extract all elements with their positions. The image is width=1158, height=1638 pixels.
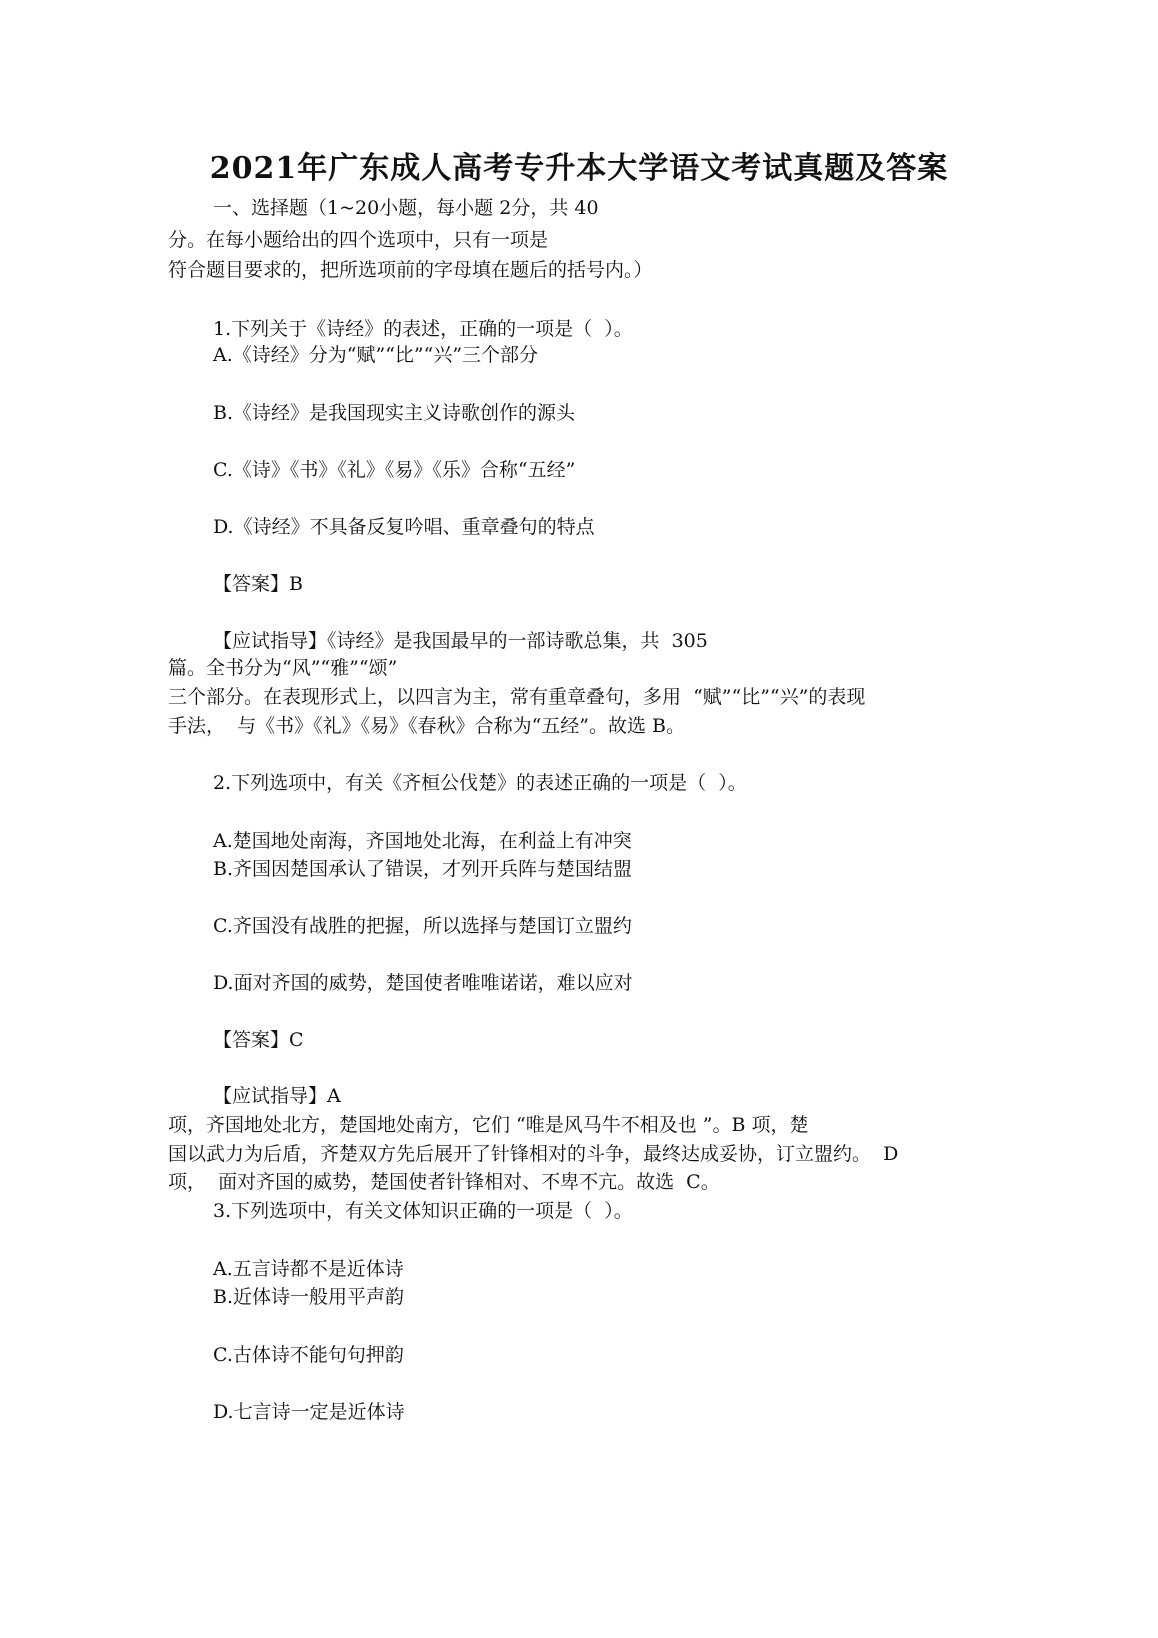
q1-option-b: B.《诗经》是我国现实主义诗歌创作的源头	[213, 402, 576, 424]
q1-option-c: C.《诗》《书》《礼》《易》《乐》合称“五经”	[213, 459, 576, 481]
document-title: 2021年广东成人高考专升本大学语文考试真题及答案	[209, 151, 949, 186]
q3-stem: 3.下列选项中，有关文体知识正确的一项是（ ）。	[213, 1200, 633, 1222]
q3-option-c: C.古体诗不能句句押韵	[213, 1344, 404, 1366]
q1-guide-line4: 手法， 与《书》《礼》《易》《春秋》合称为“五经”。故选 B。	[168, 715, 686, 737]
q2-guide-line2: 项，齐国地处北方，楚国地处南方，它们 “唯是风马牛不相及也 ”。B 项，楚	[168, 1114, 809, 1136]
q2-option-d: D.面对齐国的威势，楚国使者唯唯诺诺，难以应对	[213, 972, 633, 994]
q3-option-b: B.近体诗一般用平声韵	[213, 1286, 405, 1308]
q1-answer: 【答案】B	[213, 573, 303, 595]
q1-option-a: A.《诗经》分为“赋”“比”“兴”三个部分	[213, 344, 539, 366]
q2-option-a: A.楚国地处南海，齐国地处北海，在利益上有冲突	[213, 830, 632, 852]
section-heading-line2: 分。在每小题给出的四个选项中，只有一项是	[168, 229, 549, 251]
q2-guide-line1: 【应试指导】A	[213, 1085, 341, 1107]
q3-option-a: A.五言诗都不是近体诗	[213, 1258, 404, 1280]
q2-answer: 【答案】C	[213, 1029, 304, 1051]
q2-stem: 2.下列选项中，有关《齐桓公伐楚》的表述正确的一项是（ ）。	[213, 772, 747, 794]
section-heading-line3: 符合题目要求的，把所选项前的字母填在题后的括号内。）	[168, 259, 653, 281]
q1-guide-line2: 篇。全书分为“风”“雅”“颂”	[168, 657, 398, 679]
q2-option-c: C.齐国没有战胜的把握，所以选择与楚国订立盟约	[213, 915, 632, 937]
q1-option-d: D.《诗经》不具备反复吟唱、重章叠句的特点	[213, 516, 595, 538]
q2-guide-line4: 项， 面对齐国的威势，楚国使者针锋相对、不卑不亢。故选 C。	[168, 1171, 720, 1193]
q1-stem: 1.下列关于《诗经》的表述，正确的一项是（ ）。	[213, 318, 633, 340]
section-heading-line1: 一、选择题（1~20小题，每小题 2分，共 40	[213, 197, 599, 219]
q2-option-b: B.齐国因楚国承认了错误，才列开兵阵与楚国结盟	[213, 858, 633, 880]
q1-guide-line3: 三个部分。在表现形式上，以四言为主，常有重章叠句，多用 “赋”“比”“兴”的表现	[168, 686, 866, 708]
q1-guide-line1: 【应试指导】《诗经》是我国最早的一部诗歌总集，共 305	[213, 630, 708, 652]
q3-option-d: D.七言诗一定是近体诗	[213, 1401, 405, 1423]
q2-guide-line3: 国以武力为后盾，齐楚双方先后展开了针锋相对的斗争，最终达成妥协，订立盟约。 D	[168, 1143, 899, 1165]
